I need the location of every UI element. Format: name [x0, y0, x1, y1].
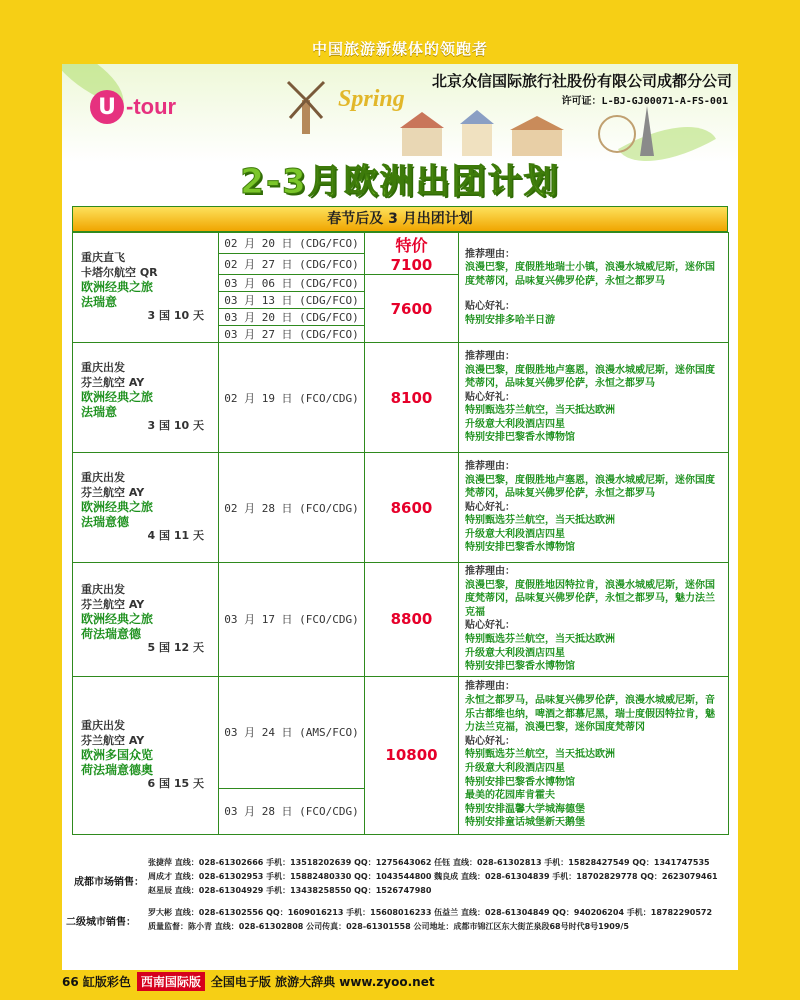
tip-text: 特别安排多哈半日游 — [465, 314, 555, 326]
airline-text: 芬兰航空 AY — [81, 733, 145, 747]
reason-text: 浪漫巴黎，度假胜地卢塞恩，浪漫水城威尼斯，迷你国度梵蒂冈，品味复兴佛罗伦萨，永恒之都罗马 — [465, 474, 715, 500]
footer-label: 成都市场销售： — [74, 877, 144, 888]
tip-text: 升级意大利段酒店四星 — [465, 647, 565, 659]
tour-countries: 荷法瑞意德奥 — [81, 762, 154, 777]
reason-title: 推荐理由： — [465, 248, 515, 260]
airline-text: 芬兰航空 AY — [81, 597, 145, 611]
reason-text: 浪漫巴黎，度假胜地瑞士小镇，浪漫水城威尼斯，迷你国度梵蒂冈，品味复兴佛罗伦萨，永恒之都罗马 — [465, 262, 715, 287]
price-cell — [365, 233, 459, 275]
tip-title: 贴心好礼： — [465, 391, 515, 403]
departure-date: 03 月 17 日 (FCO/CDG) — [219, 563, 365, 677]
depart-text: 重庆出发 — [81, 719, 125, 732]
town-illustration — [392, 106, 692, 156]
bottom-bar — [62, 970, 738, 992]
spring-script: Spring — [338, 86, 405, 112]
airline-text: 芬兰航空 AY — [81, 485, 145, 499]
tour-duration: 4 国 11 天 — [147, 529, 204, 543]
tip-text: 升级意大利段酒店四星 — [465, 528, 565, 540]
price-cell — [365, 275, 459, 343]
departure-date: 03 月 24 日 (AMS/FCO) — [219, 676, 365, 788]
airline-text: 卡塔尔航空 QR — [81, 265, 158, 279]
route-cell — [73, 233, 219, 343]
airline-text: 芬兰航空 AY — [81, 375, 145, 389]
header-banner — [62, 64, 738, 204]
windmill-icon — [286, 76, 326, 136]
tour-countries: 法瑞意 — [81, 404, 118, 419]
tour-countries: 荷法瑞意德 — [81, 626, 142, 641]
tip-text: 特别甄选芬兰航空，当天抵达欧洲 — [465, 749, 615, 761]
contact-row: 张捷萍 直线：028-61302666 手机：13518202639 QQ：1275643062 任钰 直线：028-61302813 手机：15828427549 QQ：1341747535 — [148, 858, 710, 867]
depart-text: 重庆直飞 — [81, 251, 125, 265]
departure-date: 02 月 19 日 (FCO/CDG) — [219, 343, 365, 453]
tip-text: 特别安排巴黎香水博物馆 — [465, 661, 575, 673]
contact-row: 周成才 直线：028-61302953 手机：15882480330 QQ：1043544800 魏良成 直线：028-61304839 手机：18702829778 QQ：2623079461 — [148, 872, 718, 881]
table-band: 春节后及 3 月出团计划 — [72, 206, 728, 232]
contact-row: 质量监督：陈小青 直线：028-61302808 公司传真：028-61301558 公司地址：成都市锦江区东大街芷泉段68号时代8号1909/5 — [148, 922, 629, 931]
tour-countries: 法瑞意德 — [81, 514, 130, 529]
logo-text: -tour — [126, 94, 177, 119]
tour-countries: 法瑞意 — [81, 294, 118, 309]
tour-duration: 5 国 12 天 — [147, 641, 204, 655]
reason-cell — [459, 563, 729, 677]
company-name: 北京众信国际旅行社股份有限公司成都分公司 — [431, 72, 732, 90]
tour-name: 欧洲经典之旅 — [81, 612, 154, 627]
tour-name: 欧洲多国众览 — [81, 748, 154, 762]
price-value: 7100 — [390, 256, 433, 274]
price-value: 10800 — [385, 746, 438, 765]
license-number: 许可证：L-BJ-GJ00071-A-FS-001 — [561, 96, 728, 107]
route-cell — [73, 343, 219, 453]
departure-date: 02 月 28 日 (FCO/CDG) — [219, 453, 365, 563]
departure-date: 03 月 06 日 (CDG/FCO) — [219, 275, 365, 292]
route-cell — [73, 453, 219, 563]
tip-text: 特别甄选芬兰航空，当天抵达欧洲 — [465, 515, 615, 527]
tour-name: 欧洲经典之旅 — [81, 280, 154, 295]
reason-title: 推荐理由： — [465, 566, 515, 577]
price-cell — [365, 343, 459, 453]
price-value: 8600 — [390, 498, 433, 517]
tip-text: 最美的花园库肯霍夫 — [465, 790, 555, 802]
tip-text: 升级意大利段酒店四星 — [465, 763, 565, 775]
schedule-table — [72, 206, 728, 835]
utour-logo — [90, 90, 176, 124]
tip-title: 贴心好礼： — [465, 735, 515, 747]
price-cell — [365, 453, 459, 563]
price-cell — [365, 676, 459, 834]
contact-row: 罗大彬 直线：028-61302556 QQ：1609016213 手机：15608016233 伍益兰 直线：028-61304849 QQ：940206204 手机：18782290572 — [148, 908, 713, 917]
departure-date: 02 月 20 日 (CDG/FCO) — [219, 233, 365, 254]
tour-duration: 6 国 15 天 — [147, 777, 204, 790]
tip-text: 升级意大利段酒店四星 — [465, 418, 565, 430]
reason-text: 浪漫巴黎，度假胜地卢塞恩，浪漫水城威尼斯，迷你国度梵蒂冈，品味复兴佛罗伦萨，永恒之都罗马 — [465, 364, 715, 390]
tip-title: 贴心好礼： — [465, 301, 515, 313]
depart-text: 重庆出发 — [81, 361, 125, 375]
tip-text: 特别甄选芬兰航空，当天抵达欧洲 — [465, 633, 615, 645]
departure-date: 03 月 13 日 (CDG/FCO) — [219, 292, 365, 309]
page-title: 2-3月欧洲出团计划 — [240, 162, 560, 202]
reason-text: 浪漫巴黎，度假胜地因特拉肯，浪漫水城威尼斯，迷你国度梵蒂冈，品味复兴佛罗伦萨，永恒之都罗马，魅力法兰克福 — [465, 579, 715, 618]
reason-title: 推荐理由： — [465, 460, 515, 472]
reason-text: 永恒之都罗马，品味复兴佛罗伦萨，浪漫水城威尼斯，音乐古都维也纳，啤酒之都慕尼黑，瑞士度假因特拉肯，魅力法兰克福，浪漫巴黎，迷你国度梵蒂冈 — [465, 695, 715, 734]
price-value: 7600 — [390, 299, 433, 318]
departure-date: 03 月 28 日 (FCO/CDG) — [219, 788, 365, 834]
tour-duration: 3 国 10 天 — [147, 309, 204, 323]
tour-name: 欧洲经典之旅 — [81, 390, 154, 405]
reason-title: 推荐理由： — [465, 681, 515, 693]
logo-mark: U — [90, 90, 124, 124]
top-slogan: 中国旅游新媒体的领跑者 — [311, 40, 488, 58]
price-value: 8100 — [390, 388, 433, 407]
tip-text: 特别安排巴黎香水博物馆 — [465, 432, 575, 444]
tour-name: 欧洲经典之旅 — [81, 500, 154, 515]
special-label: 特价 — [395, 236, 428, 255]
tip-title: 贴心好礼： — [465, 620, 515, 632]
price-value: 8800 — [390, 610, 433, 629]
route-cell — [73, 563, 219, 677]
tip-text: 特别安排巴黎香水博物馆 — [465, 776, 575, 788]
tip-text: 特别安排温馨大学城海德堡 — [465, 803, 585, 815]
content-card — [62, 64, 738, 970]
tip-text: 特别安排童话城堡新天鹅堡 — [465, 817, 585, 829]
reason-title: 推荐理由： — [465, 350, 515, 362]
reason-cell — [459, 343, 729, 453]
tour-duration: 3 国 10 天 — [147, 419, 204, 433]
departure-date: 02 月 27 日 (CDG/FCO) — [219, 254, 365, 275]
contact-row: 赵星辰 直线：028-61304929 手机：13438258550 QQ：1526747980 — [148, 886, 432, 895]
depart-text: 重庆出发 — [81, 471, 125, 485]
reason-cell — [459, 676, 729, 834]
site-text: 全国电子版 旅游大辞典 www.zyoo.net — [210, 974, 435, 989]
reason-cell — [459, 233, 729, 343]
reason-cell — [459, 453, 729, 563]
route-cell — [73, 676, 219, 834]
tip-text: 特别安排巴黎香水博物馆 — [465, 542, 575, 554]
departure-date: 03 月 27 日 (CDG/FCO) — [219, 326, 365, 343]
price-cell — [365, 563, 459, 677]
departure-date: 03 月 20 日 (CDG/FCO) — [219, 309, 365, 326]
tip-title: 贴心好礼： — [465, 501, 515, 513]
contact-footer — [66, 851, 736, 961]
edition-badge: 西南国际版 — [137, 972, 205, 991]
tip-text: 特别甄选芬兰航空，当天抵达欧洲 — [465, 405, 615, 417]
footer-label: 二级城市销售： — [66, 917, 136, 928]
depart-text: 重庆出发 — [81, 583, 125, 597]
page-number: 66 缸版彩色 — [62, 974, 131, 989]
